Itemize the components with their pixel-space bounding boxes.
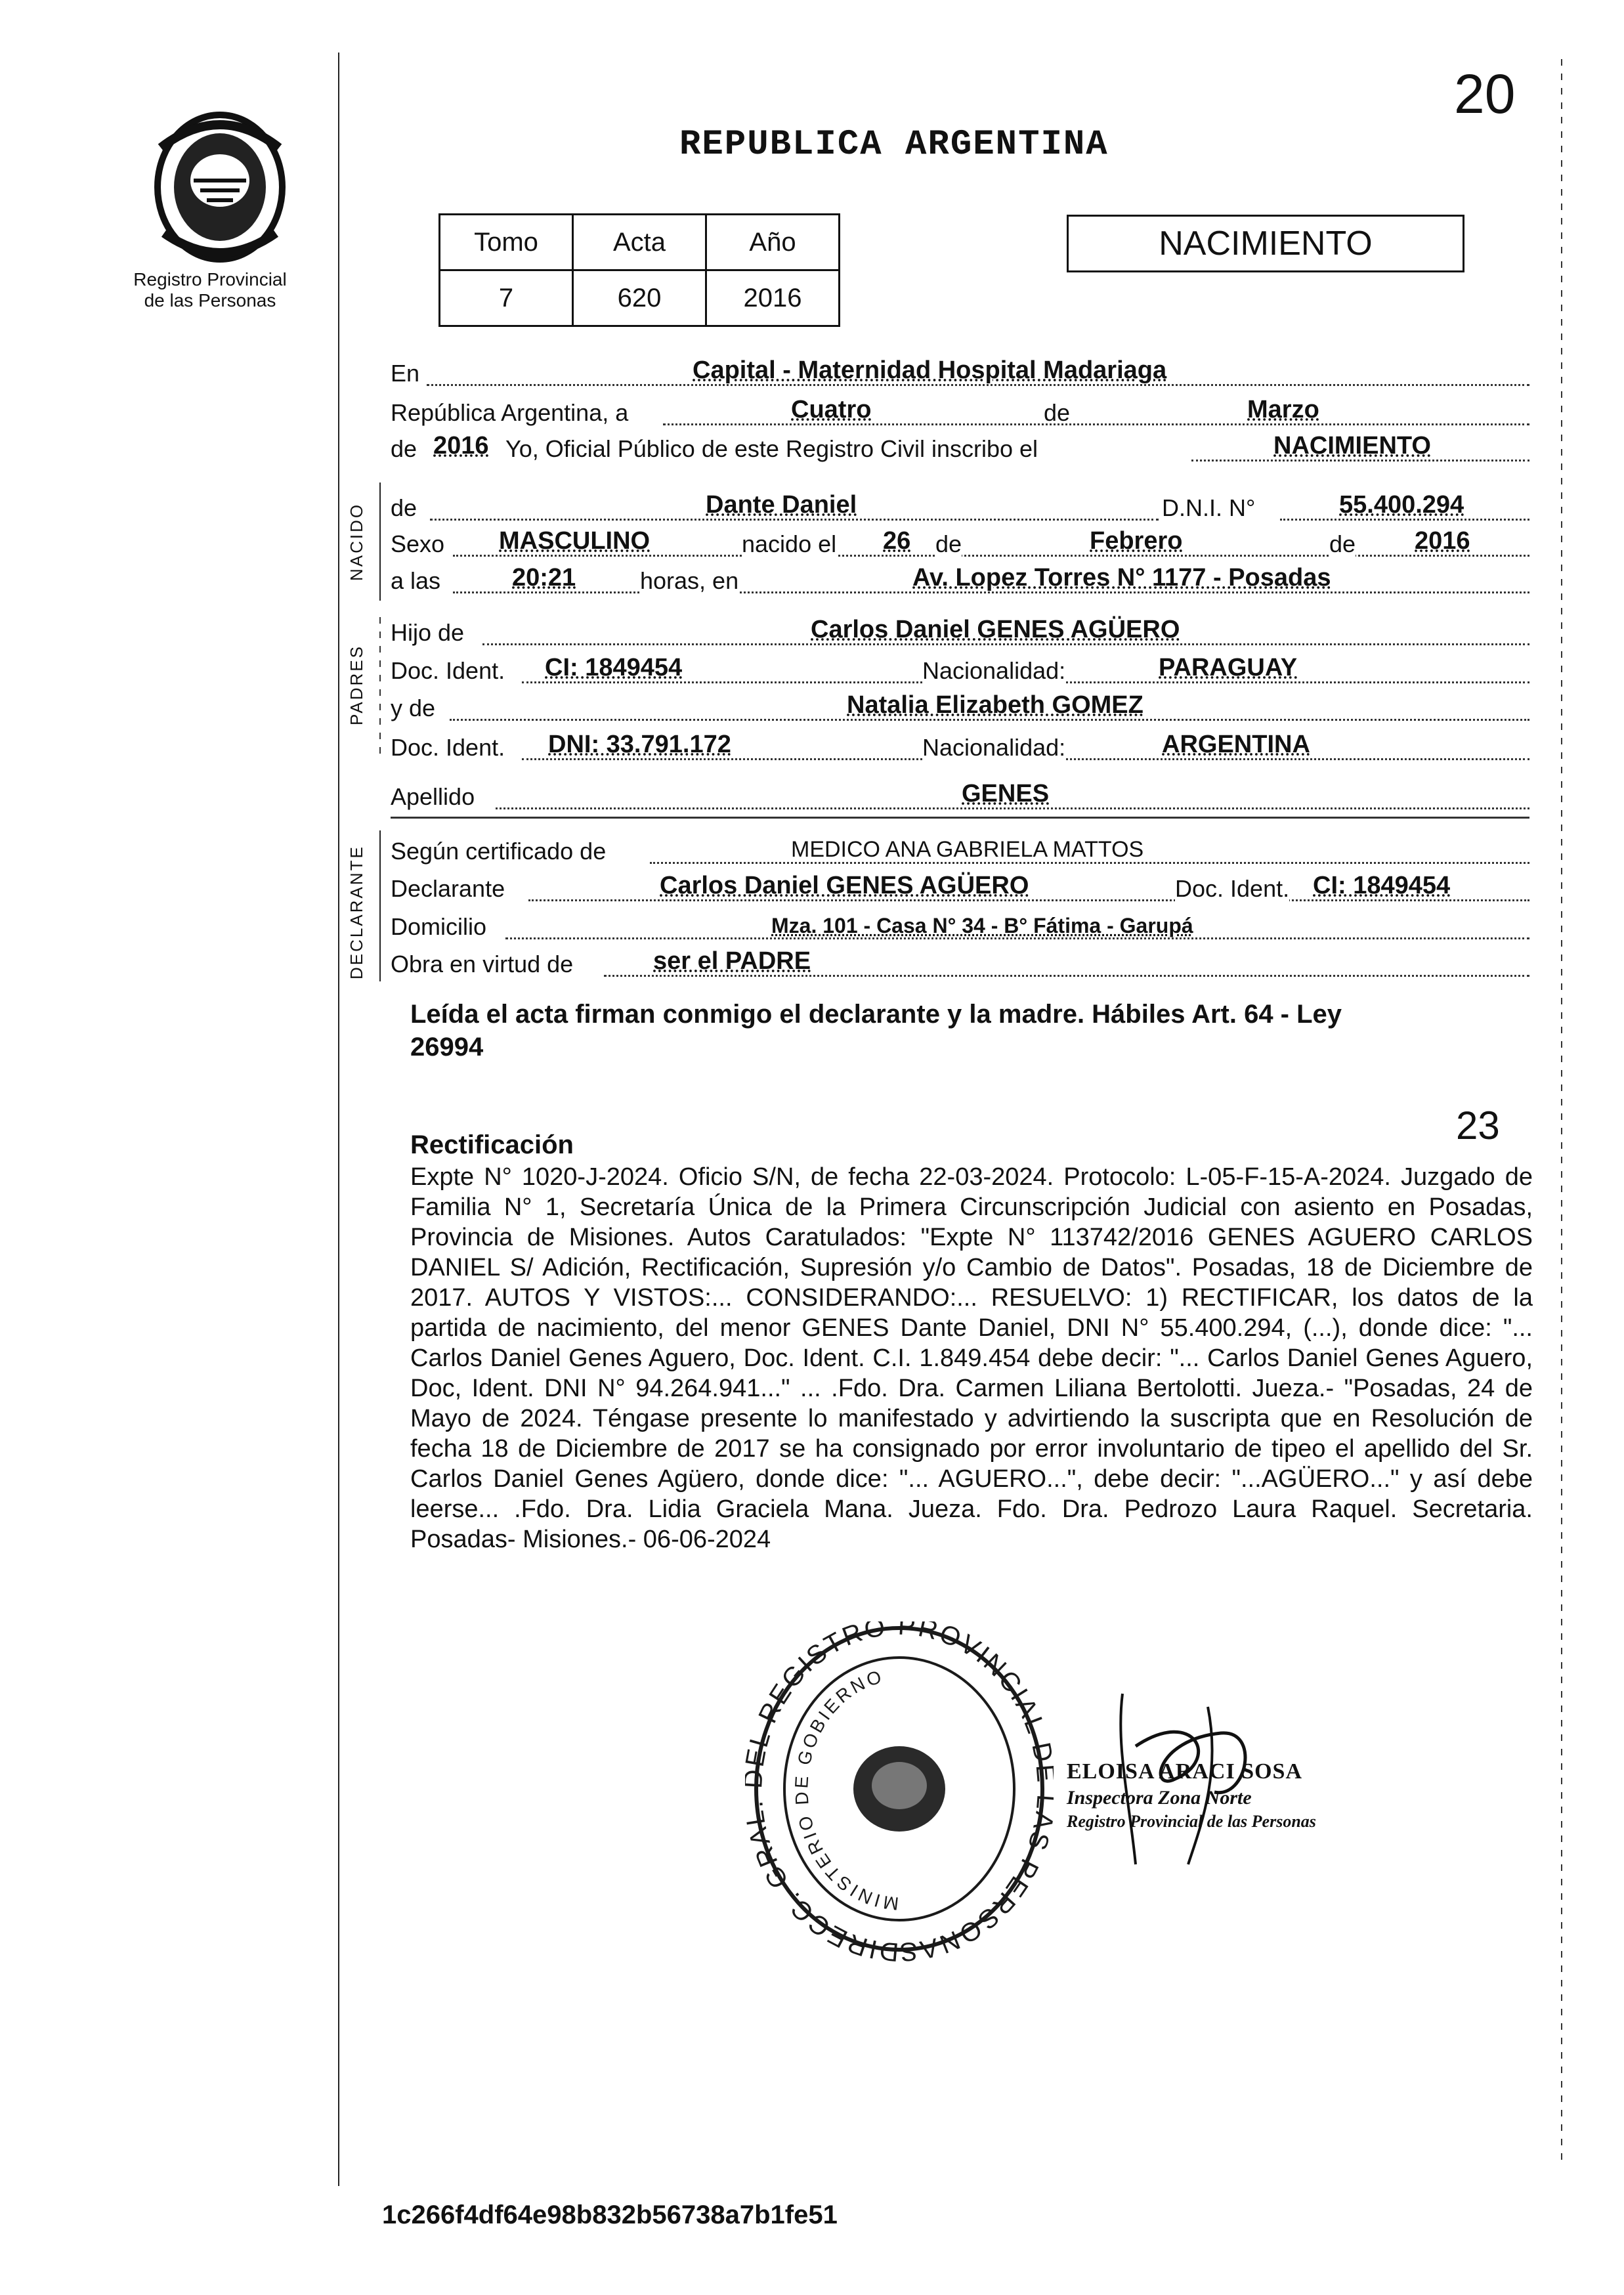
oficial-text: Yo, Oficial Público de este Registro Civil inscribo el: [505, 435, 1038, 462]
label-doc-ident: Doc. Ident.: [1175, 875, 1290, 902]
label-republica: República Argentina, a: [391, 399, 629, 426]
value-mes: Marzo: [1247, 396, 1319, 423]
value-dni: 55.400.294: [1339, 491, 1464, 519]
label-horas: horas, en: [640, 567, 739, 594]
declarante-bracket: [379, 830, 381, 981]
closing-line-1: Leída el acta firman conmigo el declarante y la madre. Hábiles Art. 64 - Ley: [410, 1000, 1342, 1029]
value-nac-anio: 2016: [1415, 527, 1470, 555]
label-hijo: Hijo de: [391, 619, 465, 646]
value-nac-mes: Febrero: [1090, 527, 1183, 555]
value-madre-nac: ARGENTINA: [1162, 731, 1310, 758]
value-declarante: Carlos Daniel GENES AGÜERO: [660, 872, 1029, 899]
label-y-de: y de: [391, 695, 436, 721]
value-madre-doc: DNI: 33.791.172: [548, 731, 731, 758]
value-padre: Carlos Daniel GENES AGÜERO: [811, 616, 1180, 643]
rectificacion-title: Rectificación: [410, 1130, 574, 1159]
signature-block: [1067, 1759, 1408, 1832]
acta-table-header-row: [440, 215, 840, 270]
acta-table: [438, 213, 840, 327]
stamp-seal-text: DIRECC. GRA L REGISTRO PROVINCIAL S PERSONAS: [745, 1621, 1054, 1963]
label-de: de: [1329, 530, 1356, 557]
registry-label-line1: Registro Provincial: [133, 269, 287, 290]
value-sexo: MASCULINO: [499, 527, 651, 555]
form-row-domicilio: [391, 908, 1529, 945]
form-row-madre-doc: [391, 729, 1529, 765]
value-anio: 2016: [433, 432, 489, 460]
value-obra: ser el PADRE: [653, 947, 811, 975]
side-label-declarante: DECLARANTE: [347, 845, 366, 979]
label-doc-ident: Doc. Ident.: [391, 734, 505, 761]
signer-org: Registro Provincial de las Personas: [1067, 1812, 1316, 1831]
apellido-rule: [391, 817, 1529, 819]
form-row-padre-doc: [391, 652, 1529, 689]
label-dni: D.N.I. N°: [1162, 494, 1256, 521]
acta-header-acta: Acta: [573, 215, 706, 270]
side-label-nacido: NACIDO: [347, 502, 366, 581]
registry-seal: [148, 108, 292, 266]
label-apellido: Apellido: [391, 783, 475, 810]
official-stamp: [745, 1621, 1054, 1963]
form-row-lugar: [391, 354, 1529, 391]
form-row-fecha: [391, 394, 1529, 431]
country-title: REPUBLICA ARGENTINA: [679, 125, 1109, 165]
closing-line-2: 26994: [410, 1033, 484, 1062]
form-row-apellido: [391, 778, 1529, 815]
form-row-madre: [391, 689, 1529, 726]
acta-header-anio: Año: [706, 215, 840, 270]
label-declarante: Declarante: [391, 875, 505, 902]
value-dia: Cuatro: [791, 396, 872, 423]
value-apellido: GENES: [962, 780, 1050, 807]
value-madre: Natalia Elizabeth GOMEZ: [847, 691, 1143, 719]
label-doc-ident: Doc. Ident.: [391, 657, 505, 684]
label-sexo: Sexo: [391, 530, 445, 557]
form-row-nombre: [391, 489, 1529, 526]
label-de: de: [391, 435, 417, 462]
label-nacionalidad: Nacionalidad:: [922, 734, 1066, 761]
acta-table-value-row: [440, 270, 840, 326]
label-obra: Obra en virtud de: [391, 951, 574, 977]
record-type-box: NACIMIENTO: [1067, 215, 1464, 272]
value-lugar: Capital - Maternidad Hospital Madariaga: [693, 356, 1167, 384]
signer-name: ELOISA ARACI SOSA: [1067, 1759, 1303, 1784]
label-en: En: [391, 360, 420, 387]
right-margin-rule: [1561, 59, 1562, 2160]
document-hash: 1c266f4df64e98b832b56738a7b1fe51: [382, 2200, 838, 2229]
rectificacion-body: Expte N° 1020-J-2024. Oficio S/N, de fecha 22-03-2024. Protocolo: L-05-F-15-A-2024. Juzgado de Familia N° 1, Secretaría Única de la Primera Circunscripción Judicial con asiento en Posadas, Provincia de Misiones. Autos Caratulados: "Expte N° 113742/2016 GENES AGUERO CARLOS DANIEL S/ Adición, Rectificación, Supresión y/o Cambio de Datos". Posadas, 18 de Diciembre de 2017. AUTOS Y VISTOS:... CONSIDERANDO:... RESUELVO: 1) RECTIFICAR, los datos de la partida de nacimiento, del menor GENES Dante Daniel, DNI N° 55.400.294, (...), donde dice: "... Carlos Daniel Genes Aguero, Doc. Ident. C.I. 1.849.454 debe decir: "... Carlos Daniel Genes Aguero, Doc, Ident. DNI N° 94.264.941..." ... .Fdo. Dra. Carmen Liliana Bertolotti. Jueza.- "Posadas, 24 de Mayo de 2024. Téngase presente lo manifestado y advirtiendo la suscripta que en Resolución de fecha 18 de Diciembre de 2017 se ha consignado por error involuntario de tipeo el apellido del Sr. Carlos Daniel Genes Agüero, donde dice: "... AGUERO...", debe decir: "...AGÜERO..." y así debe leerse... .Fdo. Dra. Lidia Graciela Mana. Jueza. Fdo. Dra. Pedrozo Laura Raquel. Secretaria. Posadas- Misiones.- 06-06-2024: [410, 1163, 1533, 1553]
form-row-obra: [391, 945, 1529, 982]
value-nombre: Dante Daniel: [706, 491, 857, 519]
acta-header-tomo: Tomo: [440, 215, 573, 270]
value-nac-dia: 26: [883, 527, 911, 555]
label-nacionalidad: Nacionalidad:: [922, 657, 1066, 684]
value-tipo: NACIMIENTO: [1273, 432, 1431, 460]
acta-value-anio: 2016: [706, 270, 840, 326]
padres-bracket: [379, 617, 381, 755]
label-de: de: [935, 530, 962, 557]
nacido-bracket: [379, 483, 381, 601]
value-certificado: MEDICO ANA GABRIELA MATTOS: [791, 837, 1144, 862]
label-domicilio: Domicilio: [391, 913, 487, 940]
stamp-inner-text: MINISTERIO DE GOBIERNO: [791, 1665, 900, 1914]
value-domicilio: Mza. 101 - Casa N° 34 - B° Fátima - Garupá: [771, 914, 1193, 937]
side-label-padres: PADRES: [347, 645, 366, 725]
value-padre-doc: CI: 1849454: [545, 654, 683, 681]
form-row-certificado: [391, 832, 1529, 869]
form-row-declarante: [391, 870, 1529, 907]
label-certificado: Según certificado de: [391, 838, 607, 865]
form-row-padre: [391, 614, 1529, 651]
acta-value-acta: 620: [573, 270, 706, 326]
value-declarante-doc: CI: 1849454: [1313, 872, 1451, 899]
label-de: de: [391, 494, 417, 521]
form-row-inscripcion: [391, 430, 1529, 467]
value-domicilio-nac: Av. Lopez Torres N° 1177 - Posadas: [912, 564, 1331, 591]
acta-value-tomo: 7: [440, 270, 573, 326]
label-a-las: a las: [391, 567, 441, 594]
registry-label: [108, 269, 312, 311]
form-row-hora: [391, 562, 1529, 599]
rectificacion-number: 23: [1456, 1104, 1500, 1148]
form-row-sexo: [391, 525, 1529, 562]
left-margin-rule: [338, 53, 339, 2186]
page-number: 20: [1454, 63, 1516, 125]
label-de: de: [1044, 399, 1071, 426]
label-nacido: nacido el: [742, 530, 837, 557]
registry-label-line2: de las Personas: [144, 290, 276, 311]
value-padre-nac: PARAGUAY: [1159, 654, 1298, 681]
value-hora: 20:21: [512, 564, 576, 591]
signer-title: Inspectora Zona Norte: [1067, 1787, 1252, 1809]
